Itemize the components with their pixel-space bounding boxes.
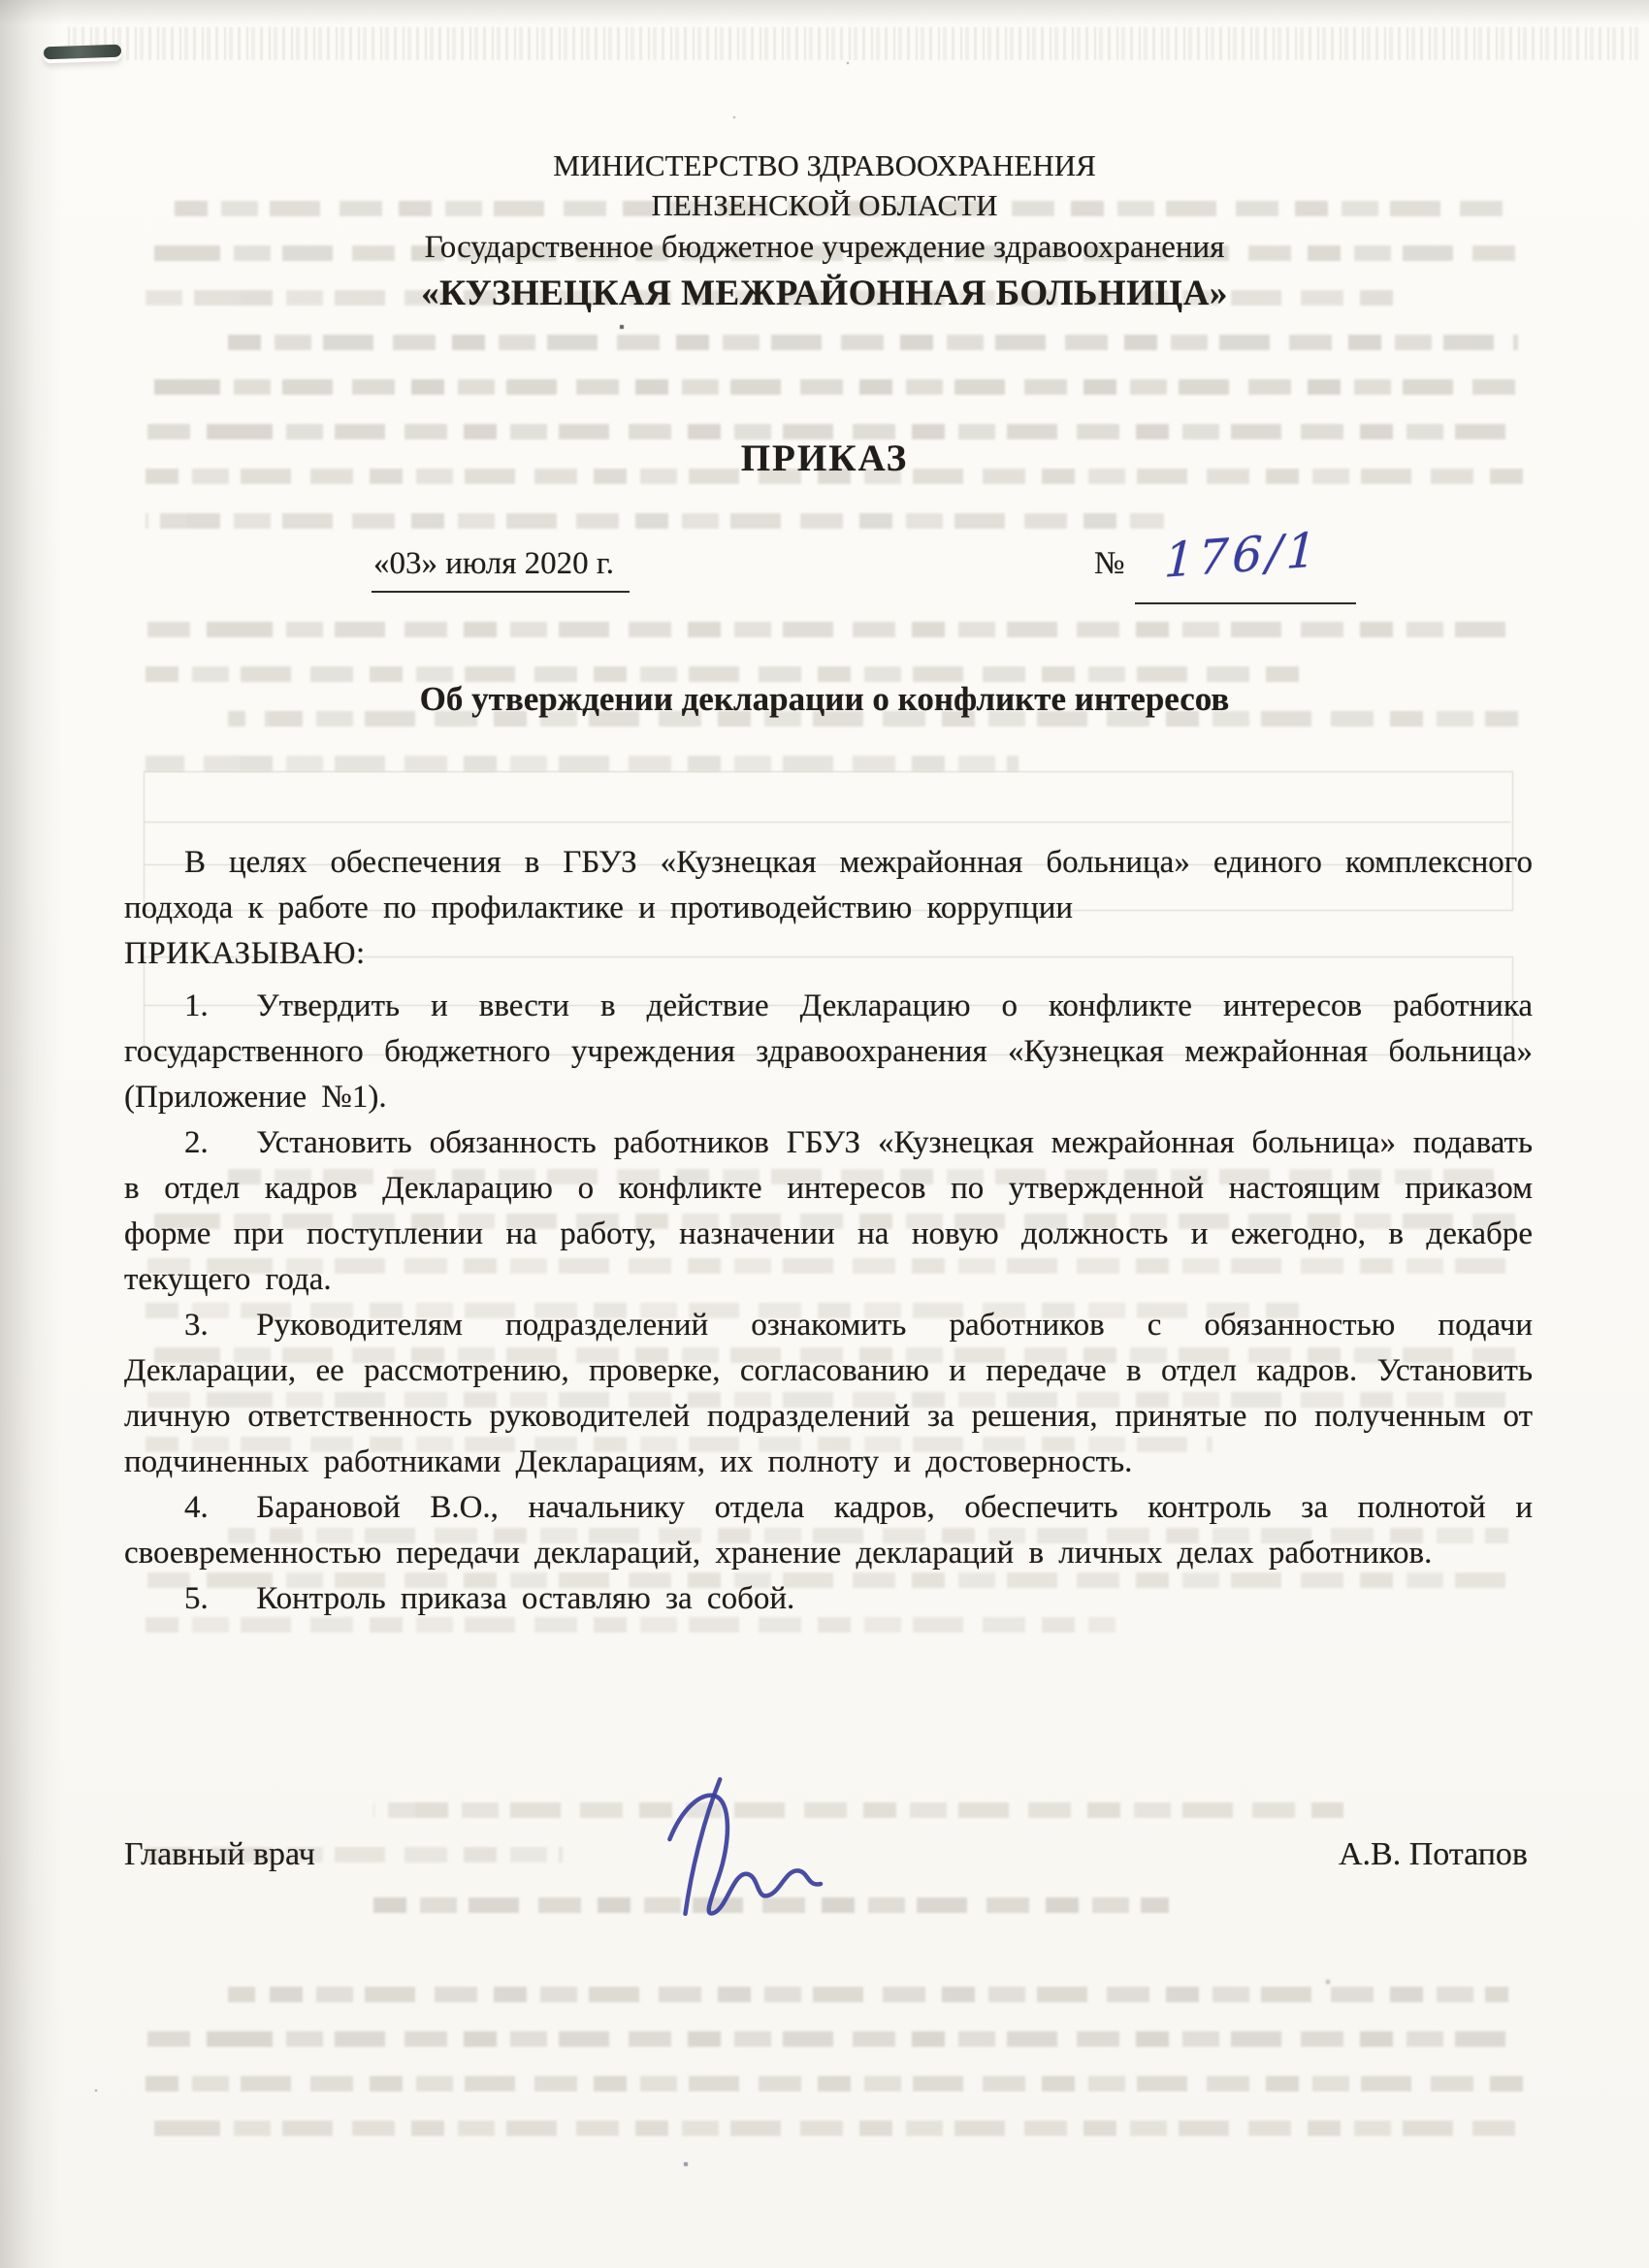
institution-name: «КУЗНЕЦКАЯ МЕЖРАЙОННАЯ БОЛЬНИЦА» [421,274,1228,313]
order-item-1: 1. Утвердить и ввести в действие Декларацию о конфликте интересов работника государственного бюджетного учреждения здравоохранения «Кузнецкая межрайонная больница» (Приложение №1). [124,988,1533,1115]
handwritten-signature [601,1752,889,1949]
number-sign: № [1094,546,1125,581]
order-item-4: 4. Барановой В.О., начальнику отдела кадров, обеспечить контроль за полнотой и своевременностью передачи деклараций, хранение деклараций в личных делах работников. [124,1490,1533,1571]
institution-type: Государственное бюджетное учреждение здравоохранения [424,230,1225,265]
staple-mark [44,45,121,60]
order-item-5: 5. Контроль приказа оставляю за собой. [184,1581,795,1616]
bleedthrough-line [146,513,1164,529]
bleedthrough-line [146,2031,1523,2047]
number-underline [1135,602,1356,604]
bleedthrough-rule [145,822,1510,823]
ministry-name-line2: ПЕНЗЕНСКОЙ ОБЛАСТИ [651,188,998,222]
order-subject: Об утверждении декларации о конфликте интересов [419,680,1230,718]
bleedthrough-line [146,379,1523,395]
preamble-paragraph: В целях обеспечения в ГБУЗ «Кузнецкая межрайонная больница» единого комплексного подхода к работе по профилактике и противодействию коррупции [124,845,1533,925]
order-items [124,984,1533,1622]
scan-specks [0,0,2,2]
ministry-name-line1: МИНИСТЕРСТВО ЗДРАВООХРАНЕНИЯ [553,148,1096,182]
bleedthrough-line [228,335,1518,350]
signer-name: А.В. Потапов [1338,1836,1528,1872]
bleedthrough-line [228,1987,1508,2002]
letterhead [0,146,1649,318]
signer-position: Главный врач [124,1836,315,1872]
handwritten-order-number: 176/1 [1163,522,1322,589]
bleedthrough-line [146,756,1018,771]
bleedthrough-line [146,2121,1523,2136]
scan-edge-shadow [0,0,62,2268]
order-item-2: 2. Установить обязанность работников ГБУЗ «Кузнецкая межрайонная больница» подавать в отдел кадров Декларацию о конфликте интересов по утвержденной настоящим приказом форме при поступлении на работу, назначении на новую должность и ежегодно, в декабре текущего года. [124,1125,1533,1297]
resolution-word: ПРИКАЗЫВАЮ: [124,936,366,971]
order-item-3: 3. Руководителям подразделений ознакомить работников с обязанностью подачи Декларации, ее рассмотрению, проверке, согласованию и передаче в отдел кадров. Установить личную ответственность руководителей подразделений за решения, принятые по полученным от подчиненных работниками Декларациям, их полноту и достоверность. [124,1308,1533,1479]
order-date: «03» июля 2020 г. [372,546,630,593]
bleedthrough-line [146,2076,1523,2091]
document-type-heading: ПРИКАЗ [740,437,909,479]
bleedthrough-line [146,622,1523,637]
scan-noise-band [68,27,1641,60]
scan-edge-shadow [0,0,1649,25]
